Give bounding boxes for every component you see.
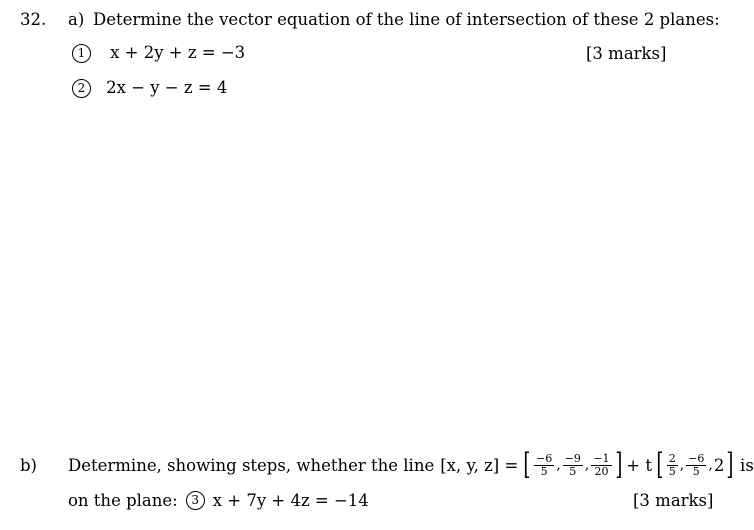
open-bracket-1: [ (523, 447, 531, 482)
part-b-prompt-start: Determine, showing steps, whether the line (68, 455, 435, 475)
part-b-prompt-end: is (740, 455, 754, 475)
part-b-line2-start: on the plane: (68, 491, 178, 510)
plus-t: + t (626, 455, 652, 475)
part-b-label: b) (20, 456, 37, 475)
point-x-fraction: $\frac{-6}{5}$ (536, 451, 553, 478)
open-bracket-2: [ (656, 447, 664, 482)
point-y-fraction: $\frac{-9}{5}$ (564, 451, 581, 478)
close-bracket-2: ] (726, 447, 734, 482)
plane-2-equation: 2x − y − z = 4 (106, 78, 228, 97)
direction-x-fraction: $\frac{2}{5}$ (668, 451, 676, 478)
plane-2-badge: 2 (72, 79, 91, 98)
part-a-marks: [3 marks] (586, 44, 667, 63)
plane-1-equation: x + 2y + z = −3 (110, 43, 246, 62)
plane-2 (72, 78, 227, 98)
part-a-label: a) (68, 10, 85, 29)
part-a-prompt: Determine the vector equation of the line of intersection of these 2 planes: (93, 10, 720, 29)
plane-1-badge: 1 (72, 44, 91, 63)
line-lhs: [x, y, z] = (440, 455, 519, 475)
question-number: 32. (20, 10, 47, 29)
direction-z-value: 2 (713, 455, 725, 475)
plane-1 (72, 43, 245, 63)
part-b-marks: [3 marks] (633, 491, 714, 510)
close-bracket-1: ] (614, 447, 622, 482)
direction-y-fraction: $\frac{-6}{5}$ (688, 451, 705, 478)
plane-3-badge: 3 (186, 491, 205, 510)
point-z-fraction: $\frac{-1}{20}$ (593, 451, 610, 478)
part-b-line-1: Determine, showing steps, whether the line [x, y, z] = [ $\frac{-6}{5}$ , $\frac{-9}{5}$ , $\frac{-1}{20}$ ] + t [ $\frac{2}{5}$ , $\frac{-6}{5}$ , 2 ] is (68, 447, 754, 482)
plane-3-equation: x + 7y + 4z = −14 (212, 491, 369, 510)
part-b-line-2 (68, 491, 369, 510)
